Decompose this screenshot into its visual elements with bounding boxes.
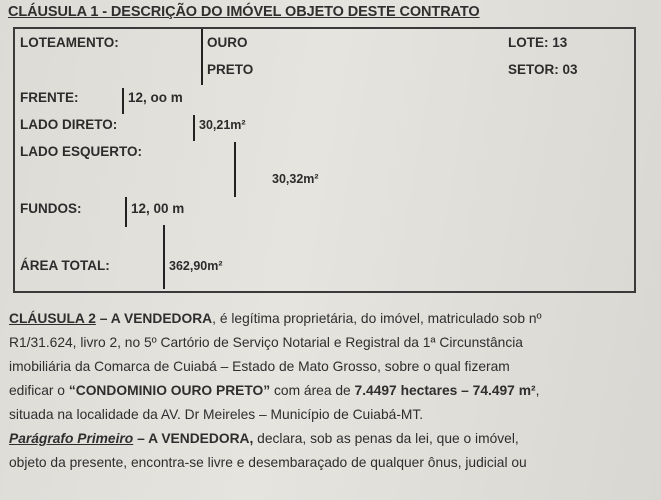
paragraph-1-heading: Parágrafo Primeiro — [9, 431, 134, 446]
lote-number: LOTE: 13 — [508, 35, 568, 50]
clause-2-line-4-a: edificar o — [9, 383, 69, 398]
contract-body — [9, 307, 613, 475]
clause-1-title: CLÁUSULA 1 - DESCRIÇÃO DO IMÓVEL OBJETO DESTE CONTRATO — [8, 4, 480, 20]
clause-2-heading: CLÁUSULA 2 — [9, 311, 96, 326]
clause-2-line-4-c: , — [535, 383, 540, 398]
clause-2-vendedora: A VENDEDORA — [110, 311, 213, 326]
area-total-label: ÁREA TOTAL: — [20, 258, 110, 273]
paragraph-1-line-2 — [9, 451, 613, 475]
area-total-value: 362,90m² — [169, 259, 223, 273]
clause-2-line-1 — [9, 307, 613, 331]
property-description-table — [13, 27, 636, 293]
fundos-value: 12, 00 m — [131, 201, 185, 216]
clause-2-line-4-b: com área de — [270, 383, 355, 398]
clause-2-line-2-text: R1/31.624, livro 2, no 5º Cartório de Serviço Notarial e Registral da 1ª Circunstância — [9, 335, 523, 350]
lado-esquerdo-label: LADO ESQUERTO: — [20, 144, 143, 159]
paragraph-1-line-1-text: declara, sob as penas da lei, que o imóvel, — [253, 431, 519, 446]
clause-2-line-5 — [9, 403, 613, 427]
divider-lado-esquerdo — [234, 142, 236, 197]
clause-2-line-3 — [9, 355, 613, 379]
divider-lado-direito — [193, 115, 195, 141]
lado-esquerdo-value: 30,32m² — [272, 172, 319, 186]
divider-frente — [122, 88, 124, 114]
lado-direito-value: 30,21m² — [199, 118, 246, 132]
loteamento-value-line2: PRETO — [207, 62, 254, 77]
divider-area-total — [163, 225, 165, 289]
divider-fundos — [125, 197, 127, 227]
setor-number: SETOR: 03 — [508, 62, 578, 77]
clause-2-line-3-text: imobiliária da Comarca de Cuiabá – Estado de Mato Grosso, sobre o qual fizeram — [9, 359, 510, 374]
condominio-area: 7.4497 hectares – 74.497 m² — [354, 383, 536, 398]
frente-value: 12, oo m — [128, 90, 183, 105]
paragraph-1-line-2-text: objeto da presente, encontra-se livre e desembaraçado de qualquer ônus, judicial ou — [9, 455, 527, 470]
divider-loteamento — [201, 29, 203, 85]
lado-direito-label: LADO DIRETO: — [20, 117, 118, 132]
clause-2-line-2 — [9, 331, 613, 355]
loteamento-label: LOTEAMENTO: — [20, 35, 119, 50]
fundos-label: FUNDOS: — [20, 201, 82, 216]
condominio-name: “CONDOMINIO OURO PRETO” — [68, 383, 271, 398]
loteamento-value-line1: OURO — [207, 35, 248, 50]
clause-2-line-5-text: situada na localidade da AV. Dr Meireles – Município de Cuiabá-MT. — [9, 407, 424, 422]
paragraph-1-line-1 — [9, 427, 613, 451]
clause-2-line-4 — [9, 379, 613, 403]
paragraph-1-dash: – — [133, 431, 149, 446]
frente-label: FRENTE: — [20, 90, 79, 105]
clause-2-line-1-text: , é legítima proprietária, do imóvel, matriculado sob nº — [212, 311, 542, 326]
clause-2-dash: – — [95, 311, 111, 326]
paragraph-1-vendedora: A VENDEDORA, — [148, 431, 254, 446]
